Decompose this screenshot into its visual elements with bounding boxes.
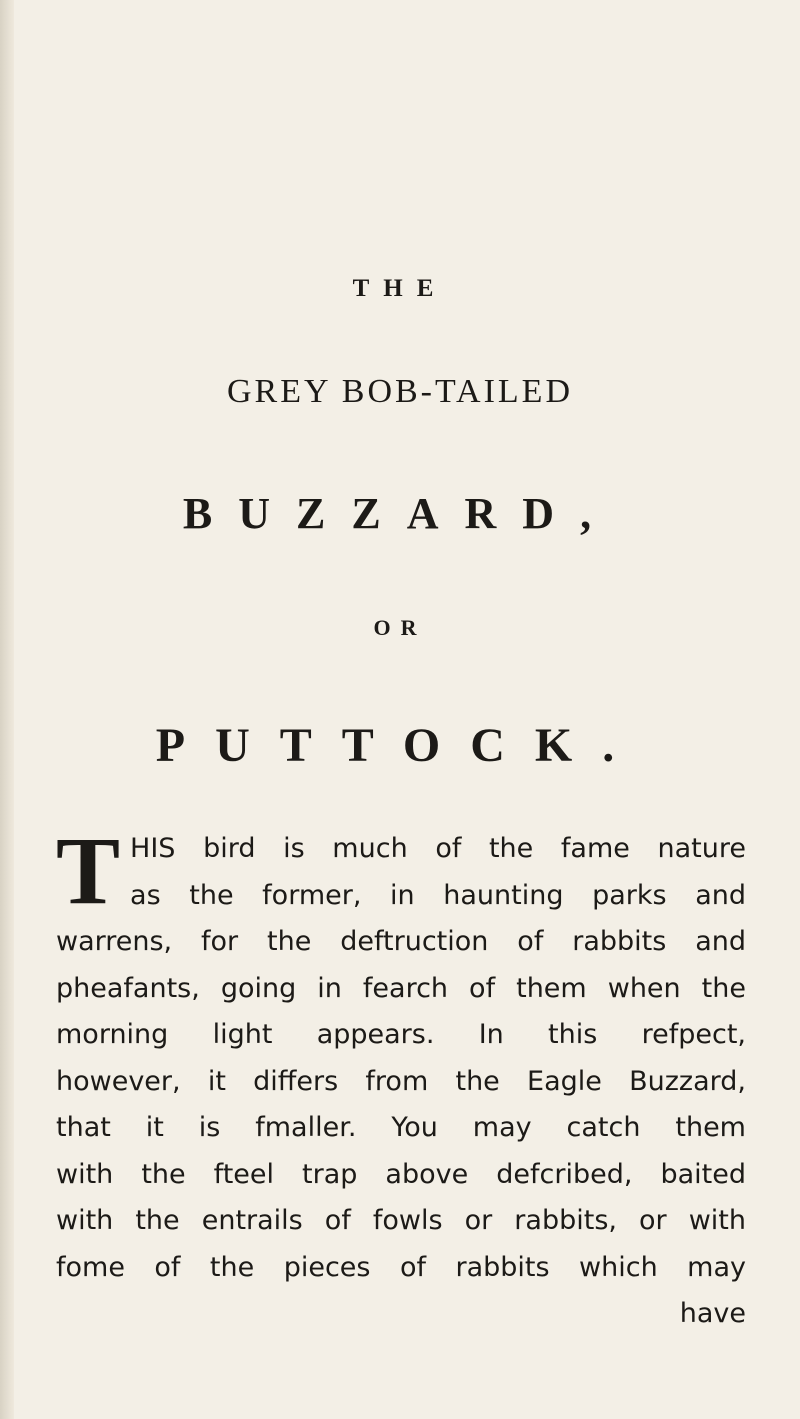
text-line: warrens, for the deftruction of rabbits and <box>56 926 746 957</box>
heading-buzzard: BUZZARD, <box>182 489 618 538</box>
text-line: morning light appears. In this refpect, <box>56 1019 746 1050</box>
heading-grey-bob-tailed: GREY BOB-TAILED <box>226 373 574 410</box>
heading-puttock: PUTTOCK. <box>155 719 645 772</box>
text-line: with the entrails of fowls or rabbits, or with <box>56 1205 746 1236</box>
text-line: that it is fmaller. You may catch them <box>56 1112 746 1143</box>
drop-cap: T <box>56 817 121 924</box>
heading-or: OR <box>373 615 427 640</box>
text-line: pheafants, going in fearch of them when the <box>56 972 746 1004</box>
catchword: have <box>679 1298 746 1329</box>
heading-the: THE <box>352 275 448 302</box>
text-line: fome of the pieces of rabbits which may <box>56 1251 746 1283</box>
page-gutter <box>0 0 14 1419</box>
text-line: however, it differs from the Eagle Buzzard, <box>56 1065 746 1097</box>
body-paragraph <box>56 817 746 1338</box>
text-line: HIS bird is much of the fame nature <box>130 833 746 864</box>
text-line: as the former, in haunting parks and <box>130 879 746 911</box>
text-line: with the fteel trap above defcribed, baited <box>56 1158 746 1190</box>
